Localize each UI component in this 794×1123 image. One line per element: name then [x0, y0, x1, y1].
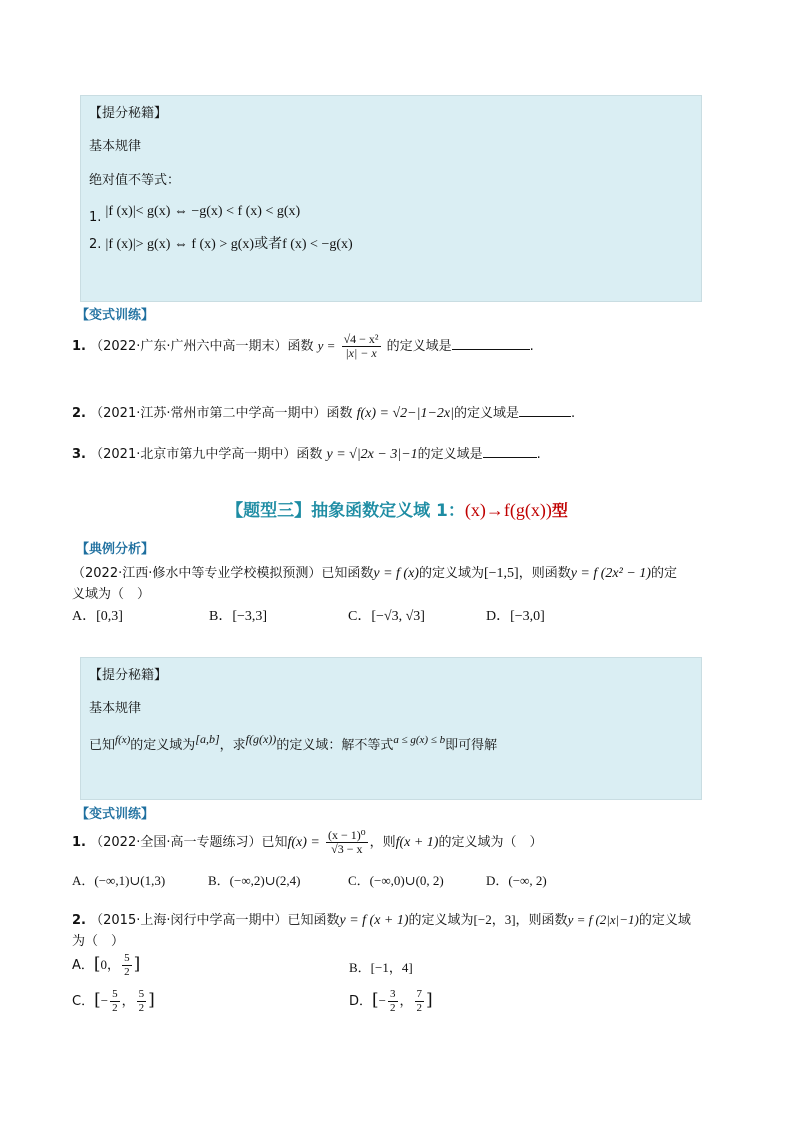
text: 的定 [650, 566, 677, 581]
option-d[interactable]: D．[− $\frac{3}{2}$ ， $\frac{7}{2}$ ] [349, 988, 433, 1014]
text: 已知 [89, 738, 116, 753]
rule-2-expr: |f (x)|> g(x) ⇔ f (x) > g(x)或者f (x) < −g(x) [105, 237, 353, 252]
fraction-denominator: 2 [416, 1002, 423, 1014]
option-a-label: A． [72, 958, 94, 973]
math-text: − [100, 993, 109, 1008]
text: ，则 [369, 835, 396, 850]
fraction [137, 988, 147, 1015]
example-question-line-2: 义域为（ ） [72, 587, 151, 602]
math-y: y = [317, 338, 336, 353]
separator: ， [121, 994, 135, 1009]
question-number: 3. [72, 447, 86, 462]
fraction [110, 988, 120, 1015]
question-tail: 的定义域是 [454, 406, 520, 421]
question-source: （2021·北京市第九中学高一期中）函数 [90, 447, 323, 462]
math-expr: y = f (2|x|−1) [567, 912, 639, 927]
text: ，求 [219, 738, 246, 753]
question-2-1 [72, 829, 542, 856]
math-text: − [378, 993, 386, 1008]
option-d[interactable]: D．(−∞, 2) [486, 873, 547, 888]
answer-blank[interactable] [452, 338, 530, 350]
answer-blank[interactable] [483, 446, 537, 458]
fraction [388, 988, 398, 1015]
option-c[interactable]: C．[−√3, √3] [348, 609, 425, 624]
question-2-2-line-2: 为（ ） [72, 934, 125, 949]
fraction [122, 952, 132, 979]
fraction-numerator: √4 − x² [343, 332, 379, 346]
math-expr: y = f (x) [373, 566, 419, 581]
fraction-denominator: 2 [138, 1002, 145, 1014]
example-label: 【典例分析】 [76, 542, 155, 557]
fraction-numerator: 5 [112, 988, 118, 1000]
period: . [571, 406, 576, 421]
tip-subtitle: 基本规律 [89, 701, 142, 716]
tip-header: 【提分秘籍】 [89, 668, 168, 683]
text: 的定义域为 [408, 913, 474, 928]
tip-box-1 [80, 95, 702, 302]
example-question-line-1 [72, 562, 677, 582]
text: 的定义域：解不等式 [276, 738, 394, 753]
answer-blank[interactable] [519, 405, 571, 417]
option-b[interactable] [349, 957, 413, 976]
section-title-prefix: 【题型三】抽象函数定义域 1： [226, 501, 465, 521]
fraction-denominator: 2 [124, 966, 130, 978]
option-a[interactable]: A．[0,3] [72, 609, 123, 624]
text: ，则函数 [518, 566, 571, 581]
option-b[interactable]: B．[−3,3] [209, 609, 268, 624]
option-a[interactable]: A．(−∞,1)∪(1,3) [72, 873, 166, 888]
text: 的定义域为 [418, 566, 484, 581]
text: ，则函数 [515, 913, 568, 928]
math-expr: y = f (2x² − 1) [570, 566, 651, 581]
tip-subtitle: 基本规律 [89, 139, 142, 154]
question-source: （2022·全国·高一专题练习）已知 [90, 835, 288, 850]
rule-1-number: 1. [89, 210, 102, 225]
period: . [536, 447, 541, 462]
math-expr: [−1,5] [483, 566, 519, 581]
question-1-2 [72, 402, 575, 422]
option-d[interactable]: D．[−3,0] [486, 609, 545, 624]
math-fx: f(x) = [287, 835, 320, 850]
tip-box-2 [80, 657, 702, 800]
question-tail: 的定义域是 [417, 447, 483, 462]
section-title [0, 496, 794, 521]
math-inequality: a ≤ g(x) ≤ b [393, 734, 446, 746]
option-b[interactable]: B．(−∞,2)∪(2,4) [208, 873, 301, 888]
tip-header: 【提分秘籍】 [89, 106, 168, 121]
ineq-title: 绝对值不等式： [89, 173, 181, 188]
math-expr: f(x + 1) [395, 835, 439, 850]
fraction-numerator: (x − 1)⁰ [328, 828, 366, 842]
question-number: 2. [72, 406, 86, 421]
fraction [342, 333, 381, 360]
tip-rule [89, 734, 497, 753]
fraction-numerator: 7 [416, 988, 423, 1000]
rule-1-expr: |f (x)|< g(x) ⇔ −g(x) < f (x) < g(x) [105, 204, 301, 219]
fraction-denominator: |x| − x [345, 346, 377, 360]
fraction [415, 988, 425, 1015]
fraction-denominator: √3 − x [331, 842, 363, 856]
question-1-3 [72, 443, 541, 463]
question-number: 1. [72, 835, 86, 850]
question-2-2 [72, 909, 691, 929]
question-source: （2022·广东·广州六中高一期末）函数 [90, 339, 314, 354]
option-d-label: D． [349, 994, 373, 1009]
question-source: （2021·江苏·常州市第二中学高一期中）函数 [90, 406, 353, 421]
period: . [529, 339, 534, 354]
fraction [326, 829, 368, 856]
text: 的定义域为（ ） [438, 835, 543, 850]
math-expr: y = f (x + 1) [339, 913, 409, 928]
section-title-math: (x)→f(g(x)) [464, 500, 552, 520]
option-c-label: C． [72, 994, 95, 1009]
math-expr: f(x) = √2−|1−2x| [356, 406, 454, 421]
math-text: 0， [100, 957, 121, 972]
math-expr: y = √|2x − 3|−1 [326, 447, 418, 462]
training-label-2: 【变式训练】 [76, 807, 155, 822]
text: 的定义域为 [130, 738, 196, 753]
question-1-1 [72, 333, 534, 360]
fraction-numerator: 5 [138, 988, 145, 1000]
option-b-text: B．[−1，4] [349, 960, 413, 975]
fraction-denominator: 2 [390, 1002, 396, 1014]
option-a[interactable]: A．[0， $\frac{5}{2}$ ] [72, 952, 141, 978]
example-source: （2022·江西·修水中等专业学校模拟预测）已知函数 [72, 566, 374, 581]
separator: ， [399, 994, 413, 1009]
option-c[interactable]: C．[− $\frac{5}{2}$ ， $\frac{5}{2}$ ] [72, 988, 155, 1014]
question-tail: 的定义域是 [386, 339, 452, 354]
fraction-denominator: 2 [112, 1002, 118, 1014]
text: 即可得解 [445, 738, 498, 753]
fraction-numerator: 3 [390, 988, 396, 1000]
rule-1 [89, 204, 301, 225]
option-c[interactable]: C．(−∞,0)∪(0, 2) [348, 873, 444, 888]
question-source: （2015·上海·闵行中学高一期中）已知函数 [90, 913, 340, 928]
section-title-suffix: 型 [551, 501, 568, 520]
rule-2-number: 2. [89, 237, 102, 252]
fraction-numerator: 5 [124, 952, 130, 964]
rule-2 [89, 233, 353, 253]
question-number: 1. [72, 339, 86, 354]
math-fgx: f(g(x)) [245, 732, 277, 746]
math-interval: [a,b] [195, 732, 220, 746]
math-fx: f(x) [115, 734, 131, 746]
question-number: 2. [72, 913, 86, 928]
training-label-1: 【变式训练】 [76, 308, 155, 323]
math-expr: [−2，3] [473, 912, 516, 927]
text: 的定义域 [638, 913, 691, 928]
